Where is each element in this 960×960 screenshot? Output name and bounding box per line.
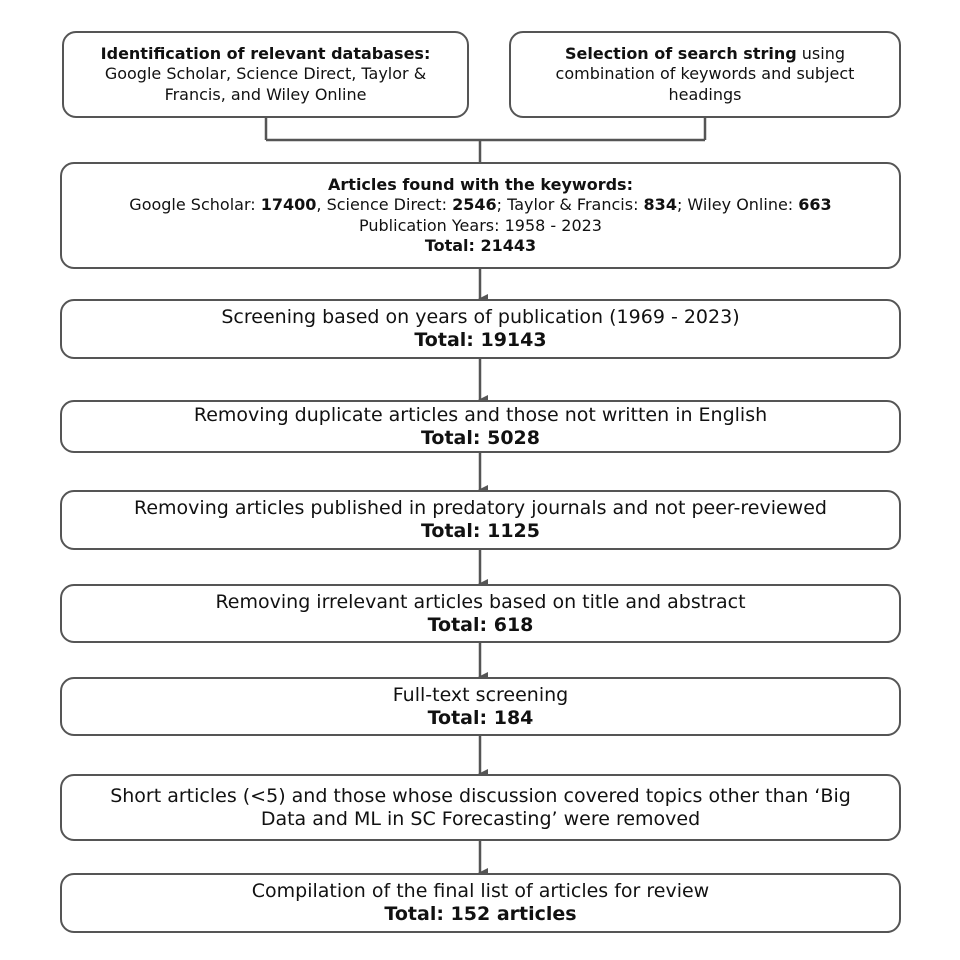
- step-total: Total: 184: [427, 706, 534, 729]
- search-string-heading-line: [565, 44, 845, 65]
- gs-value: 17400: [260, 195, 317, 214]
- step-text: Removing duplicate articles and those not written in English: [193, 403, 768, 426]
- tf-value: 834: [643, 195, 677, 214]
- short-articles-line-1: Short articles (<5) and those whose discussion covered topics other than ‘Big: [110, 784, 851, 807]
- box-remove-irrelevant: [60, 584, 901, 643]
- box-short-articles-removed: [60, 774, 901, 841]
- step-text: Screening based on years of publication (1969 - 2023): [221, 306, 740, 328]
- step-text: Full-text screening: [392, 683, 569, 706]
- found-years: Publication Years: 1958 - 2023: [359, 215, 602, 235]
- box-articles-found: [60, 162, 901, 269]
- databases-heading: Identification of relevant databases:: [100, 43, 431, 63]
- found-total: Total: 21443: [424, 236, 537, 255]
- databases-body-2: Francis, and Wiley Online: [164, 84, 367, 104]
- sd-value: 2546: [452, 195, 497, 214]
- box-screening-years: [60, 299, 901, 359]
- step-total: Total: 618: [427, 613, 534, 636]
- final-total: Total: 152 articles: [384, 903, 577, 925]
- box-search-string: [509, 31, 901, 118]
- box-remove-duplicates: [60, 400, 901, 453]
- found-counts-line: [129, 195, 831, 216]
- step-text: Removing articles published in predatory journals and not peer-reviewed: [134, 497, 827, 519]
- box-full-text-screening: [60, 677, 901, 736]
- wo-value: 663: [798, 195, 832, 214]
- short-articles-line-2: Data and ML in SC Forecasting’ were removed: [260, 807, 701, 830]
- search-string-body-2: headings: [668, 84, 742, 104]
- databases-body-1: Google Scholar, Science Direct, Taylor &: [104, 64, 427, 84]
- search-string-heading-suffix: using: [796, 43, 845, 63]
- step-total: Total: 1125: [420, 520, 540, 542]
- box-databases: [62, 31, 469, 118]
- box-remove-predatory: [60, 490, 901, 550]
- sd-label: , Science Direct:: [316, 195, 453, 214]
- search-string-heading: Selection of search string: [564, 43, 797, 63]
- search-string-body-1: combination of keywords and subject: [555, 64, 855, 84]
- step-text: Removing irrelevant articles based on title and abstract: [215, 590, 746, 613]
- tf-label: ; Taylor & Francis:: [496, 195, 644, 214]
- step-total: Total: 19143: [414, 329, 547, 351]
- found-heading: Articles found with the keywords:: [328, 174, 633, 194]
- gs-label: Google Scholar:: [129, 195, 261, 214]
- box-final-list: [60, 873, 901, 933]
- wo-label: ; Wiley Online:: [676, 195, 799, 214]
- step-total: Total: 5028: [420, 426, 540, 449]
- final-text: Compilation of the final list of articles for review: [251, 880, 710, 902]
